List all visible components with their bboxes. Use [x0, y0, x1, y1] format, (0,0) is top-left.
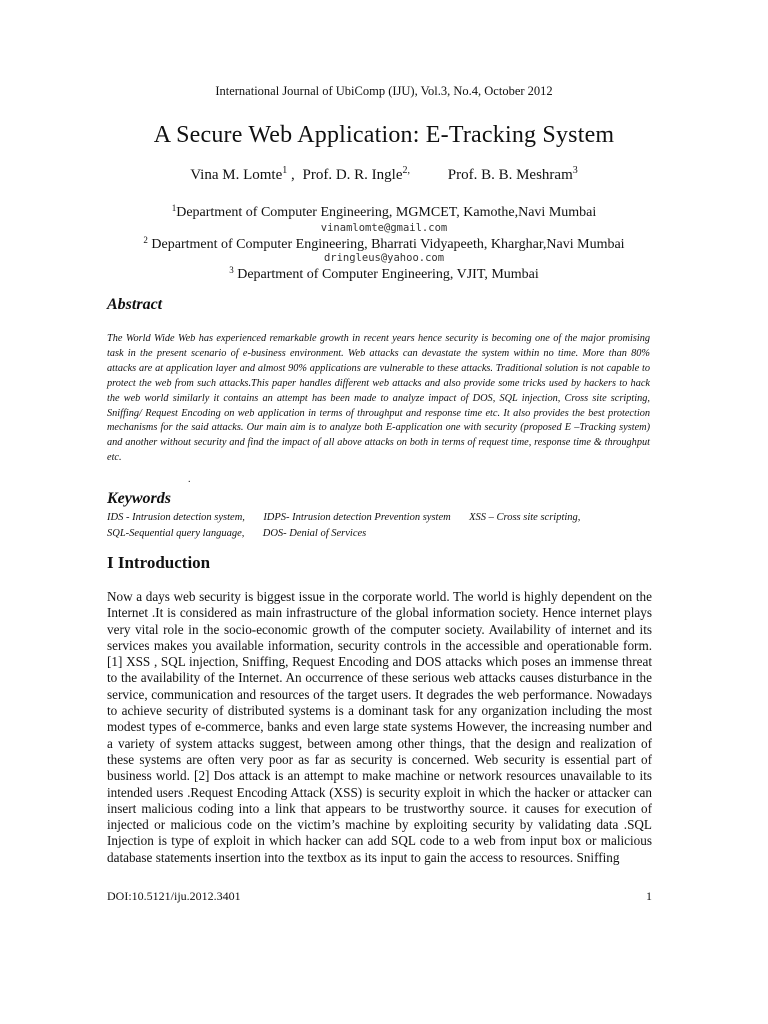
keyword-item: DOS- Denial of Services [262, 527, 367, 539]
keyword-item: XSS – Cross site scripting, [469, 512, 581, 523]
keyword-item: SQL-Sequential query language, [107, 527, 245, 539]
footer-doi: DOI:10.5121/iju.2012.3401 [107, 889, 241, 903]
author-name: Prof. D. R. Ingle$^{2,}$ [302, 165, 410, 183]
abstract-text: The World Wide Web has experienced remarkable growth in recent years hence security is becoming one of the major promising task in the present scenario of e-business environment. Web attacks can devastate the system within no time. More than 80% attacks are at application layer and almost 90% applications are vulnerable to these attacks. Traditional solution is not capable to protect the web from such attacks.This paper handles different web attacks and also provide some tricks used by hackers to hack the web world similarly it contains an attempt has been made to analyze impact of DOS, SQL injection, Cross site scripting, Sniffing/ Request Encoding on web application in terms of throughput and response time etc. It also provides the best protection mechanisms for the said attacks. Our main aim is to analyze both E-application one with security (proposed E –Tracking system) and another without security and find the impact of all above attacks on both in terms of request time, response time & throughput etc. [107, 333, 650, 464]
introduction-text: Now a days web security is biggest issue in the corporate world. The world is highly dependent on the Internet .It is considered as main infrastructure of the global information society. Hence internet plays very vital role in the socio-economic growth of the computer society. Availability of internet and its services makes you available information, security controls in the accessible and operationable form.[1] XSS , SQL injection, Sniffing, Request Encoding and DOS attacks which poses an immense threat to the availability of the Internet. An occurrence of these serious web attacks causes disturbance in the service, communication and resources of the target users. It degrades the web performance. Nowadays to achieve security of distributed systems is a dominant task for any organization including the most modest types of e-commerce, banks and even large state systems However, the increasing number and a variety of system attacks suggest, between among other things, that the design and realization of these systems are often very poor as far as security is concerned. Web security is essential part of business world. [2] Dos attack is an attempt to make machine or network resources unavailable to its intended users .Request Encoding Attack (XSS) is security exploit in which the hacker or attacker can insert malicious coding into a link that appears to be trustworthy source. it causes for execution of injected or malicious code on the victim’s machine by exploiting security by validating data .SQL Injection is type of exploit in which hacker can add SQL code to a web from input box or malicious database statements insertion into the textbox as its input to gain the access to resources. Sniffing [107, 589, 652, 865]
abstract-heading: Abstract [107, 296, 163, 313]
page-number: 1 [646, 889, 652, 903]
affiliation-2: $^2$ Department of Computer Engineering, Bharrati Vidyapeeth, Kharghar,Navi Mumbai [143, 235, 625, 252]
affiliation-email-1: vinamlomte@gmail.com [320, 222, 448, 234]
keywords-heading: Keywords [107, 490, 171, 507]
paper-title: A Secure Web Application: E-Tracking System [153, 122, 615, 148]
running-head: International Journal of UbiComp (IJU), Vol.3, No.4, October 2012 [215, 84, 553, 98]
affiliation-1: $^1$Department of Computer Engineering, MGMCET, Kamothe,Navi Mumbai [171, 203, 597, 220]
stray-mark: . [188, 474, 191, 485]
affiliation-3: $^3$ Department of Computer Engineering, VJIT, Mumbai [229, 265, 539, 282]
author-list [0, 165, 768, 184]
affiliation-email-2: dringleus@yahoo.com [323, 252, 445, 264]
keywords-list [107, 510, 627, 541]
keyword-item: IDPS- Intrusion detection Prevention system [263, 512, 451, 523]
section-heading-introduction: I Introduction [107, 553, 211, 572]
keyword-item: IDS - Intrusion detection system, [107, 512, 245, 523]
author-name: Prof. B. B. Meshram$^3$ [447, 165, 578, 183]
author-name: Vina M. Lomte$^1$ , [190, 165, 295, 183]
